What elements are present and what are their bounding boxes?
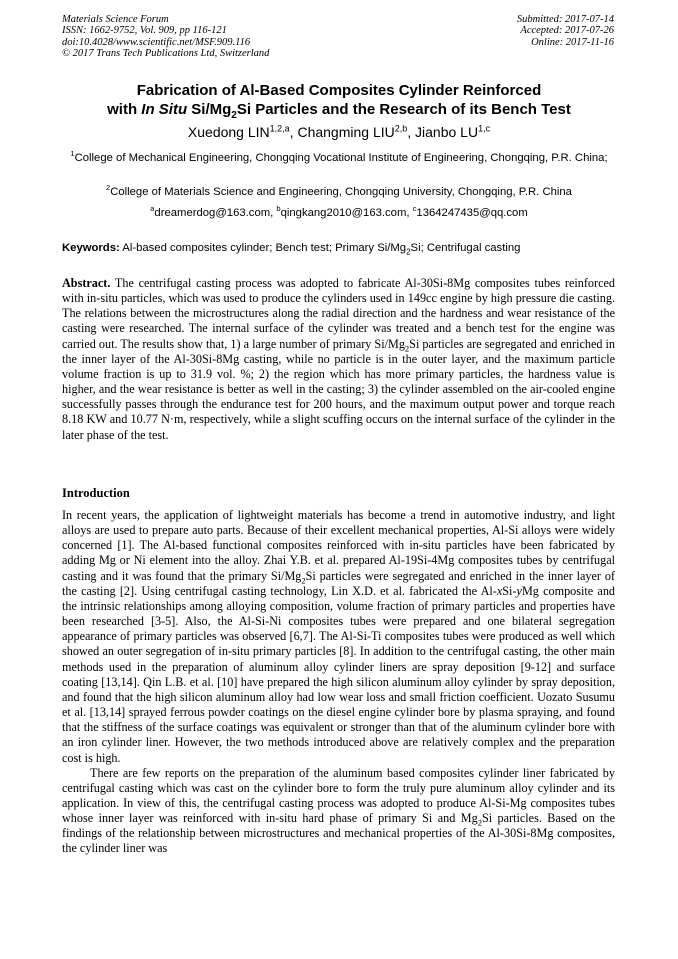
journal-issn: ISSN: 1662-9752, Vol. 909, pp 116-121	[62, 25, 227, 37]
title-line-2	[40, 101, 638, 120]
journal-doi[interactable]: doi:10.4028/www.scientific.net/MSF.909.116	[62, 36, 251, 48]
paragraph-text: Si particles were segregated and enriched in the inner layer of the casting [2]. Using centrifugal casting technology, Lin X.D. et al. fabricated the Al-	[62, 568, 615, 598]
email-mark: c	[412, 204, 417, 214]
abstract-subscript: 2	[404, 343, 410, 354]
affiliation-text: College of Materials Science and Engineering, Chongqing University, Chongqing, P.R. China	[110, 186, 572, 198]
keywords-text: Al-based composites cylinder; Bench test; Primary Si/Mg	[119, 242, 407, 254]
keywords	[62, 241, 622, 256]
abstract-label: Abstract.	[62, 276, 111, 290]
paragraph-subscript: 2	[477, 817, 482, 828]
paragraph-text: In recent years, the application of lightweight materials has become a trend in automotive industry, and light alloys are used to prepare auto parts. Because of their excellent mechanical properties, Al-Si alloys were widely concerned [1]. The Al-based functional composites reinforced with in-situ particles have been fabricated by adding Mg or Ni element into the alloy. Zhai Y.B. et al. prepared Al-19Si-4Mg composites tubes by centrifugal casting and it was found that the primary Si/Mg	[62, 508, 615, 583]
paper-title	[40, 82, 638, 119]
author-affiliation-mark: 2,b	[394, 123, 408, 134]
email-c[interactable]: 1364247435@qq.com	[416, 207, 528, 219]
paragraph-text: Mg composite and the intrinsic relationships among alloying composition, volume fraction of primary particles and properties have been researched [3-5]. Also, the Al-Si-Ni composites tubes were prepared and one bilateral segregation appearance of primary particles was observed [6,7]. The Al-Si-Ti composites tubes were produced as well which showed an outer segregation of in-situ primary particles [8]. In addition to the centrifugal casting, the other main methods used in the preparation of aluminum alloy cylinder liners are spray deposition [9-12] and surface coating [13,14]. Qin L.B. et al. [10] have prepared the high silicon aluminum alloy cylinder by spray deposition, and found that the high silicon aluminum alloy had low wear loss and small friction coefficient. Uozato Susumu et al. [13,14] sprayed ferrous powder coatings on the diesel engine cylinder bore by plasma spraying, and found that the stiffness of the surface coatings was equivalent or stronger than that of the aluminum cylinder bore with an iron cylinder liner. However, the two methods introduced above are relatively complex and the preparation cost is high.	[62, 583, 616, 765]
title-text: Si Particles and the Research of its Bench Test	[236, 100, 571, 118]
author-affiliation-mark: 1,2,a	[269, 123, 290, 134]
author-emails	[66, 206, 612, 221]
introduction-paragraph-1	[62, 508, 615, 766]
title-line-1: Fabrication of Al-Based Composites Cylinder Reinforced	[136, 82, 542, 99]
online-date: Online: 2017-11-16	[531, 36, 614, 48]
title-text: with	[107, 100, 142, 118]
journal-copyright: © 2017 Trans Tech Publications Ltd, Switzerland	[62, 47, 270, 59]
author-separator: ,	[407, 124, 416, 140]
email-a[interactable]: dreamerdog@163.com,	[154, 207, 277, 219]
paragraph-subscript: 2	[301, 575, 306, 586]
journal-name: Materials Science Forum	[62, 14, 169, 25]
affiliation-2	[66, 185, 612, 200]
affiliation-mark: 2	[106, 183, 111, 193]
keywords-label: Keywords:	[62, 242, 120, 254]
author-affiliation-mark: 1,c	[478, 123, 491, 134]
email-mark: b	[276, 204, 281, 214]
abstract-paragraph	[62, 276, 615, 443]
paragraph-text: There are few reports on the preparation of the aluminum based composites cylinder liner fabricated by centrifugal casting which was cast on the cylinder bore to form the truly pure aluminum alloy cylinder and its application. In view of this, the centrifugal casting process was adopted to produce Al-Si-Mg composites tubes whose inner layer was reinforced with in-situ hard phase of primary Si and Mg	[62, 765, 615, 826]
title-text: Si/Mg	[187, 100, 232, 118]
title-subscript: 2	[231, 109, 237, 121]
abstract	[62, 276, 615, 443]
affiliation-1	[66, 151, 612, 166]
keywords-text: Si; Centrifugal casting	[410, 242, 521, 254]
journal-header-right	[517, 14, 614, 48]
abstract-text: The centrifugal casting process was adopted to fabricate Al-30Si-8Mg composites tubes reinforced with in-situ particles, which was used to produce the cylinders used in 149cc engine by high pressure die casting. The relations between the microstructures along the radial direction and the hardness and wear resistance of the casting were researched. The internal surface of the cylinder was treated and a bench test for the engine was carried out. The results show that, 1) a large number of primary Si/Mg	[62, 276, 615, 351]
paragraph-italic: x	[496, 583, 503, 598]
abstract-text: Si particles are segregated and enriched in the inner layer of the Al-30Si-8Mg casting, while no particle is in the outer layer, and the maximum particle volume fraction is up to 31.9 vol. %; 2) the region which has more primary particles, the hardness value is higher, and the wear resistance is better as well in the casting; 3) the cylinder assembled on the air-cooled engine successfully passes through the endurance test for 200 hours, and the maximum output power and torque reach 8.18 KW and 10.77 N·m, respectively, while a slight scuffing occurs on the internal surface of the cylinder in the later phase of the test.	[62, 336, 615, 442]
accepted-date: Accepted: 2017-07-26	[520, 25, 614, 37]
affiliation-text: College of Mechanical Engineering, Chongqing Vocational Institute of Engineering, Chongqing, P.R. China;	[74, 152, 608, 164]
email-b[interactable]: qingkang2010@163.com,	[280, 207, 413, 219]
introduction-body	[62, 508, 615, 857]
submitted-date: Submitted: 2017-07-14	[516, 14, 614, 25]
introduction-paragraph-2	[62, 766, 615, 857]
author-name: Jianbo LU	[415, 124, 479, 140]
author-separator: ,	[289, 124, 298, 140]
author-name: Changming LIU	[297, 124, 395, 140]
affiliation-mark: 1	[70, 149, 75, 159]
paragraph-text: Si particles. Based on the findings of the relationship between microstructures and mechanical properties of the Al-30Si-8Mg composites, the cylinder liner was	[62, 811, 615, 856]
title-italic: In Situ	[141, 100, 188, 118]
paragraph-italic: y	[516, 583, 522, 598]
author-list	[40, 124, 638, 141]
author-name: Xuedong LIN	[187, 124, 270, 140]
introduction-heading: Introduction	[62, 486, 130, 500]
journal-header-left	[62, 14, 269, 59]
keywords-subscript: 2	[406, 247, 411, 257]
email-mark: a	[150, 204, 155, 214]
paragraph-text: Si-	[502, 583, 517, 598]
